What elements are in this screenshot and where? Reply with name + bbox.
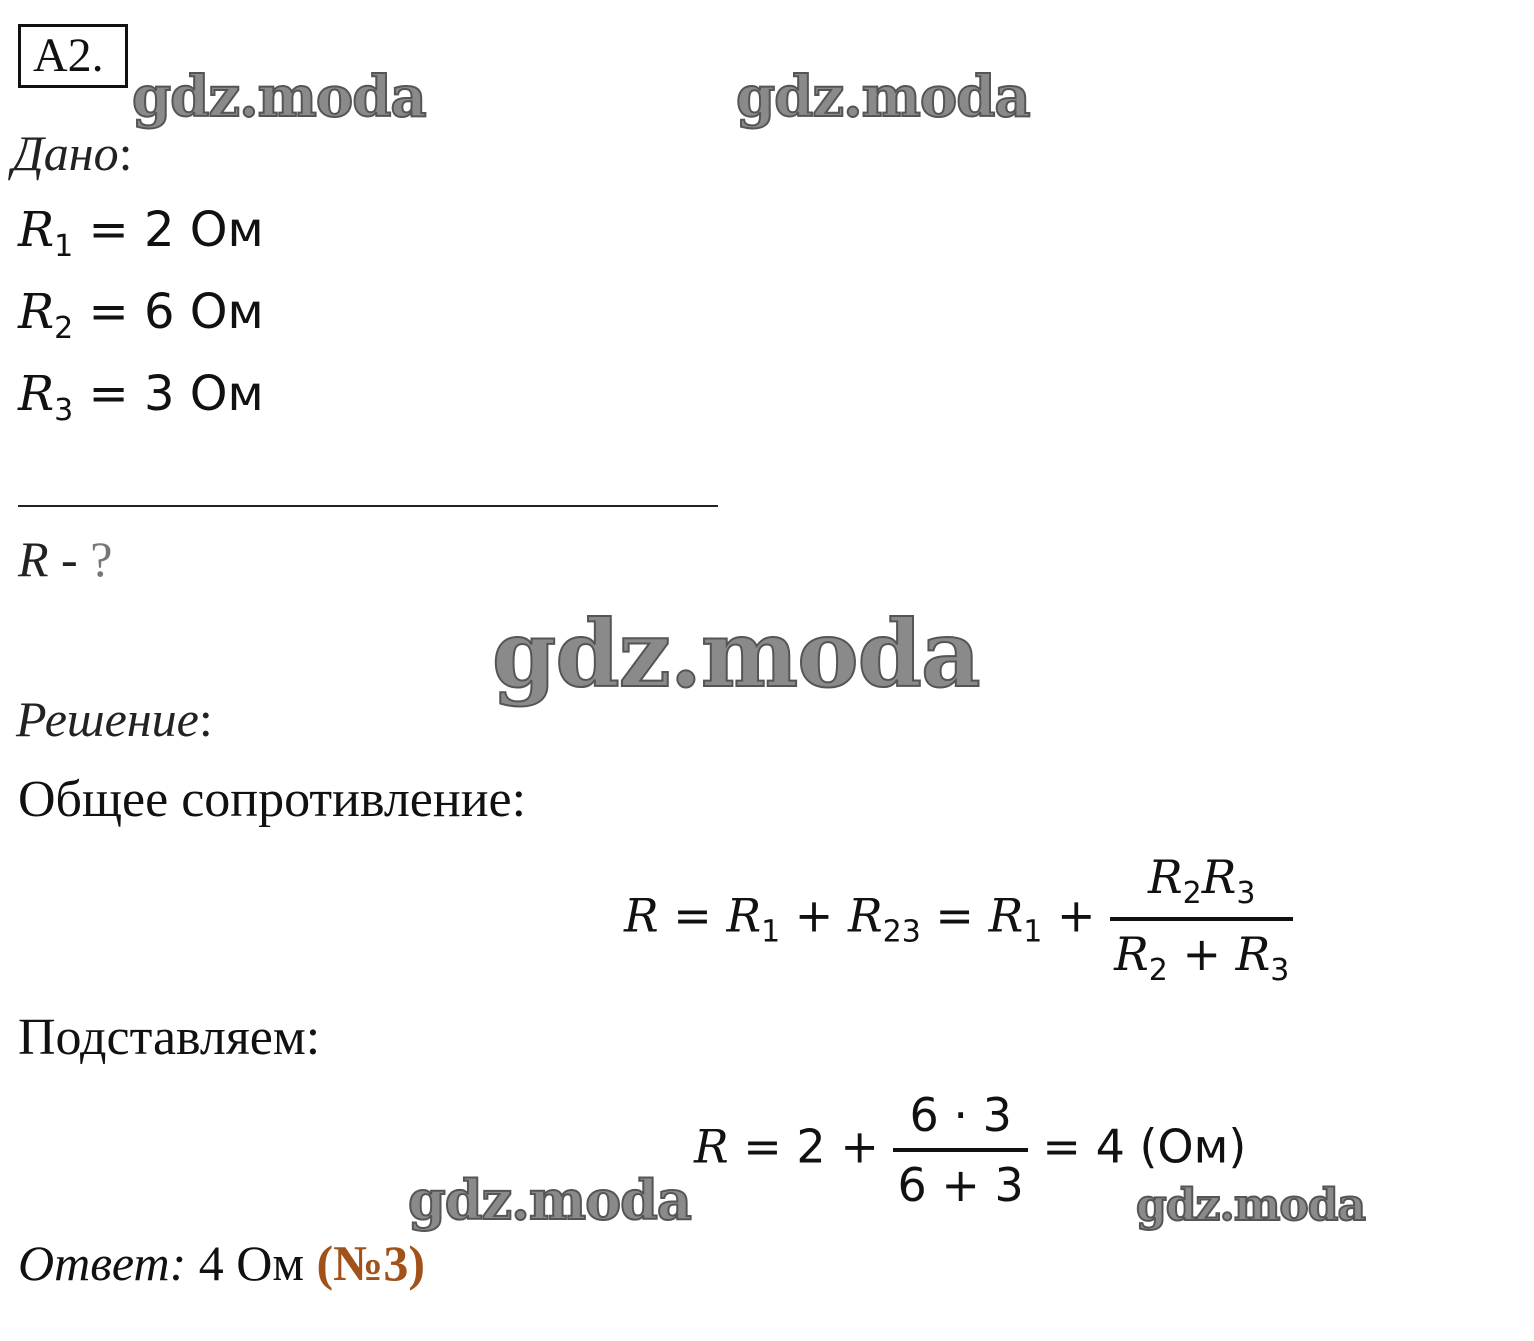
formula-op: = — [658, 888, 727, 943]
given-heading-colon: : — [118, 125, 133, 181]
formula-var: R — [726, 888, 762, 943]
given-item-r1 — [18, 202, 264, 264]
general-formula — [624, 850, 1293, 988]
find-var: R — [18, 531, 49, 587]
formula-sub: 2 — [1148, 953, 1168, 988]
formula-var: R — [624, 888, 659, 943]
formula-sub: 1 — [1023, 914, 1043, 950]
formula-sub: 3 — [1270, 953, 1290, 988]
formula-var: R — [1235, 927, 1271, 981]
task-label: А2. — [18, 24, 128, 88]
formula-var: R — [1114, 927, 1149, 981]
formula-var: R — [847, 888, 883, 943]
formula-sub: 3 — [1236, 876, 1256, 911]
given-sub: 2 — [54, 311, 74, 346]
given-var: R — [18, 284, 55, 340]
watermark: gdz.moda — [132, 64, 426, 130]
substitute-text: Подставляем: — [18, 1009, 321, 1066]
given-value: = 2 Ом — [73, 202, 264, 258]
formula-var: R — [1148, 850, 1183, 904]
watermark: gdz.moda — [736, 64, 1030, 130]
formula-var: R — [1201, 850, 1237, 904]
answer-line — [18, 1234, 425, 1292]
formula-op: = — [920, 888, 989, 943]
formula-sub: 2 — [1182, 876, 1202, 911]
formula-op: + — [1167, 927, 1236, 981]
formula-sub: 1 — [761, 914, 781, 950]
solution-heading-colon: : — [198, 691, 213, 747]
given-divider — [18, 505, 718, 507]
given-var: R — [18, 202, 55, 258]
solution-heading — [16, 690, 213, 748]
given-item-r2 — [18, 284, 264, 346]
calc-fraction — [893, 1088, 1027, 1212]
formula-var: R — [694, 1119, 729, 1174]
answer-reference: (№3) — [316, 1235, 426, 1291]
formula-op: + — [1042, 888, 1111, 943]
formula-op: = 2 + — [728, 1119, 894, 1174]
fraction-numerator — [1110, 850, 1293, 917]
calc-result: = 4 (Ом) — [1027, 1119, 1247, 1174]
total-resistance-text: Общее сопротивление: — [18, 771, 527, 828]
given-heading-text: Дано — [12, 125, 119, 181]
find-question: ? — [90, 531, 113, 587]
watermark: gdz.moda — [1136, 1180, 1366, 1231]
given-sub: 3 — [54, 393, 74, 428]
solution-heading-text: Решение — [16, 691, 199, 747]
given-heading — [12, 124, 133, 182]
answer-label: Ответ: — [18, 1235, 187, 1291]
watermark: gdz.moda — [492, 600, 980, 708]
fraction-denominator — [1110, 917, 1293, 988]
given-item-r3 — [18, 366, 264, 428]
given-var: R — [18, 366, 55, 422]
fraction-denominator: 6 + 3 — [893, 1148, 1027, 1212]
calculation-formula — [694, 1088, 1246, 1212]
formula-fraction — [1110, 850, 1293, 988]
given-value: = 6 Ом — [73, 284, 264, 340]
find-dash: - — [48, 531, 91, 587]
watermark: gdz.moda — [408, 1168, 691, 1232]
answer-value: 4 Ом — [186, 1235, 317, 1291]
fraction-numerator: 6 · 3 — [909, 1088, 1012, 1142]
given-sub: 1 — [54, 229, 74, 264]
formula-op: + — [780, 888, 848, 943]
find-line — [18, 530, 112, 588]
formula-var: R — [988, 888, 1024, 943]
given-value: = 3 Ом — [73, 366, 264, 422]
formula-sub: 23 — [882, 914, 921, 950]
